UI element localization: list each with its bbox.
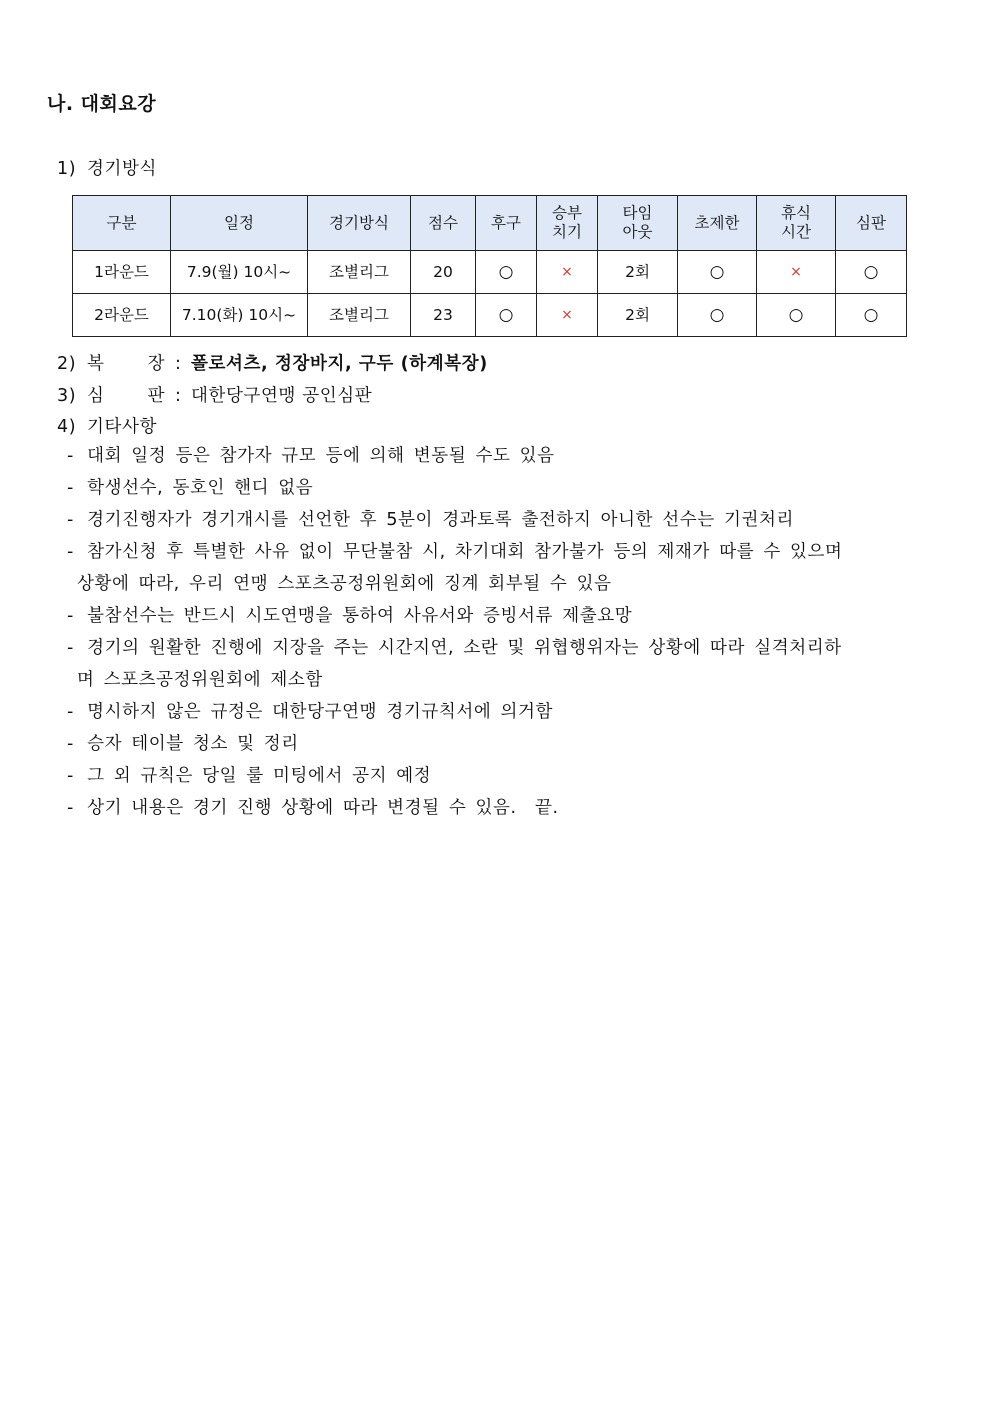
cell-rest-time: ○ bbox=[757, 294, 836, 337]
cell-referee: ○ bbox=[836, 251, 907, 294]
bullet-text: 명시하지 않은 규정은 대한당구연맹 경기규칙서에 의거함 bbox=[87, 702, 554, 722]
item-colon: : bbox=[175, 386, 182, 406]
header-schedule: 일정 bbox=[171, 196, 308, 251]
cell-timeout: 2회 bbox=[598, 294, 678, 337]
item-label: 기타사항 bbox=[87, 417, 158, 437]
cell-rest-time: × bbox=[757, 251, 836, 294]
cell-timeout: 2회 bbox=[598, 251, 678, 294]
cell-shot-clock: ○ bbox=[678, 251, 757, 294]
cell-format: 조별리그 bbox=[308, 294, 411, 337]
bullet-dash: - bbox=[67, 638, 74, 658]
cell-break: ○ bbox=[476, 294, 537, 337]
cell-score: 20 bbox=[411, 251, 476, 294]
cell-score: 23 bbox=[411, 294, 476, 337]
item-other-matters bbox=[57, 413, 157, 438]
header-format: 경기방식 bbox=[308, 196, 411, 251]
header-referee: 심판 bbox=[836, 196, 907, 251]
bullet-dash: - bbox=[67, 798, 74, 818]
list-item bbox=[67, 472, 947, 504]
bullet-dash: - bbox=[67, 478, 74, 498]
cell-break: ○ bbox=[476, 251, 537, 294]
item-number: 2) bbox=[57, 354, 77, 374]
item-label: 경기방식 bbox=[87, 159, 158, 179]
match-format-table bbox=[72, 195, 907, 337]
bullet-dash: - bbox=[67, 702, 74, 722]
item-label: 심 판 bbox=[87, 386, 166, 406]
item-number: 3) bbox=[57, 386, 77, 406]
bullet-dash: - bbox=[67, 734, 74, 754]
bullet-dash: - bbox=[67, 542, 74, 562]
cell-format: 조별리그 bbox=[308, 251, 411, 294]
item-dress-code bbox=[57, 350, 488, 375]
list-item bbox=[67, 760, 947, 792]
item-label: 복 장 bbox=[87, 354, 166, 374]
bullet-text: 그 외 규칙은 당일 룰 미팅에서 공지 예정 bbox=[87, 766, 432, 786]
list-item bbox=[67, 632, 947, 696]
bullet-dash: - bbox=[67, 510, 74, 530]
bullet-text: 학생선수, 동호인 핸디 없음 bbox=[87, 478, 314, 498]
item-number: 4) bbox=[57, 417, 77, 437]
list-item bbox=[67, 440, 947, 472]
bullet-text: 참가신청 후 특별한 사유 없이 무단불참 시, 차기대회 참가불가 등의 제재가 따를 수 있으며 bbox=[87, 542, 843, 562]
referee-value: 대한당구연맹 공인심판 bbox=[191, 386, 373, 406]
header-timeout: 타임 아웃 bbox=[598, 196, 678, 251]
header-score: 점수 bbox=[411, 196, 476, 251]
section-title: 나. 대회요강 bbox=[47, 93, 157, 115]
cell-referee: ○ bbox=[836, 294, 907, 337]
bullet-dash: - bbox=[67, 606, 74, 626]
header-round: 구분 bbox=[73, 196, 171, 251]
cell-round: 1라운드 bbox=[73, 251, 171, 294]
list-item bbox=[67, 536, 947, 600]
list-item bbox=[67, 600, 947, 632]
bullet-dash: - bbox=[67, 446, 74, 466]
bullet-text: 불참선수는 반드시 시도연맹을 통하여 사유서와 증빙서류 제출요망 bbox=[87, 606, 633, 626]
list-item bbox=[67, 728, 947, 760]
bullet-continuation: 상황에 따라, 우리 연맹 스포츠공정위원회에 징계 회부될 수 있음 bbox=[77, 574, 612, 594]
table-row bbox=[73, 294, 907, 337]
list-item bbox=[67, 504, 947, 536]
cell-shootout: × bbox=[537, 251, 598, 294]
cell-schedule: 7.10(화) 10시~ bbox=[171, 294, 308, 337]
cell-shootout: × bbox=[537, 294, 598, 337]
item-colon: : bbox=[175, 354, 182, 374]
header-break: 후구 bbox=[476, 196, 537, 251]
list-item bbox=[67, 792, 947, 824]
table-row bbox=[73, 251, 907, 294]
item-match-format bbox=[57, 155, 157, 180]
item-number: 1) bbox=[57, 159, 77, 179]
cell-round: 2라운드 bbox=[73, 294, 171, 337]
cell-shot-clock: ○ bbox=[678, 294, 757, 337]
header-shootout: 승부 치기 bbox=[537, 196, 598, 251]
cell-schedule: 7.9(월) 10시~ bbox=[171, 251, 308, 294]
table-header-row bbox=[73, 196, 907, 251]
dress-code-value: 폴로셔츠, 정장바지, 구두 (하계복장) bbox=[191, 354, 488, 374]
other-matters-list bbox=[67, 440, 947, 824]
header-rest-time: 휴식 시간 bbox=[757, 196, 836, 251]
bullet-text: 상기 내용은 경기 진행 상황에 따라 변경될 수 있음. 끝. bbox=[87, 798, 559, 818]
bullet-text: 경기의 원활한 진행에 지장을 주는 시간지연, 소란 및 위협행위자는 상황에 따라 실격처리하 bbox=[87, 638, 842, 658]
item-referee bbox=[57, 382, 372, 407]
header-shot-clock: 초제한 bbox=[678, 196, 757, 251]
bullet-text: 승자 테이블 청소 및 정리 bbox=[87, 734, 299, 754]
bullet-text: 대회 일정 등은 참가자 규모 등에 의해 변동될 수도 있음 bbox=[87, 446, 555, 466]
bullet-text: 경기진행자가 경기개시를 선언한 후 5분이 경과토록 출전하지 아니한 선수는 기권처리 bbox=[87, 510, 794, 530]
list-item bbox=[67, 696, 947, 728]
bullet-continuation: 며 스포츠공정위원회에 제소함 bbox=[77, 670, 323, 690]
bullet-dash: - bbox=[67, 766, 74, 786]
